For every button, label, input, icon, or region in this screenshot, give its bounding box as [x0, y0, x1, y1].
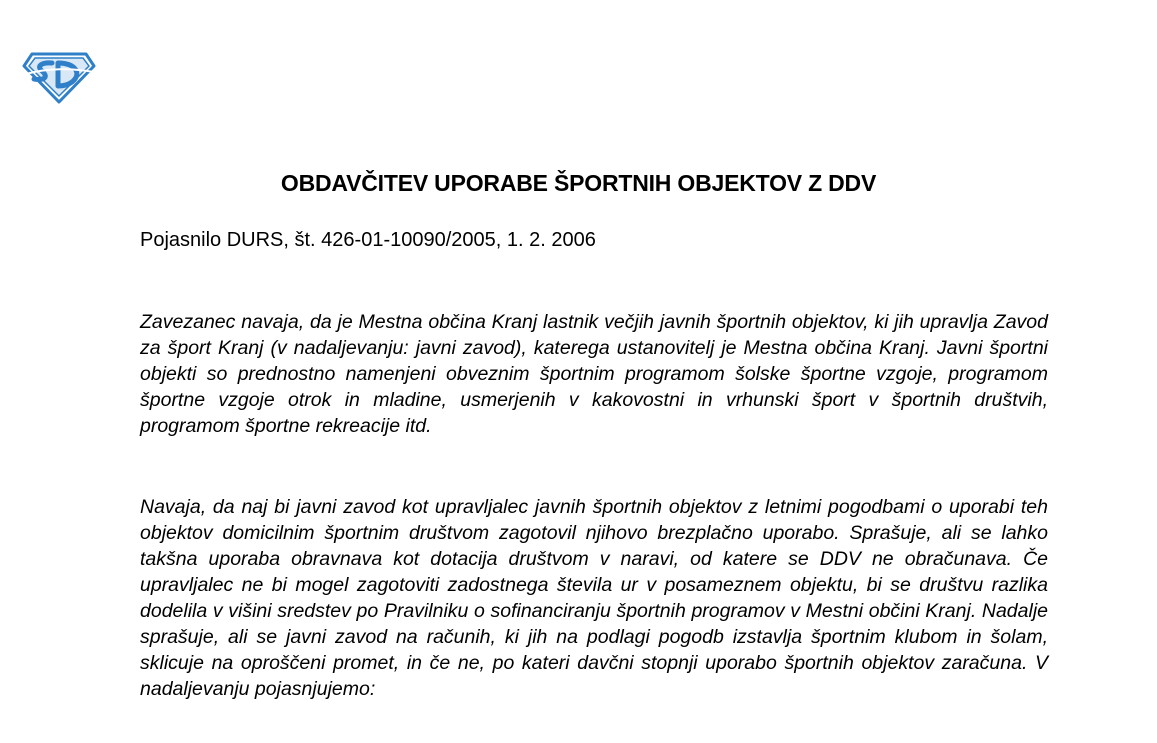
body-paragraph-1: Zavezanec navaja, da je Mestna občina Kranj lastnik večjih javnih športnih objektov, ki jih upravlja Zavod za šport Kranj (v nadaljevanju: javni zavod), katerega ustanovitelj je Mestna občina Kranj. Javni športni objekti so prednostno namenjeni obveznim športnim programom šolske športne vzgoje, programom športne vzgoje otrok in mladine, usmerjenih v kakovostni in vrhunski šport v športnih društvih, programom športne rekreacije itd. [140, 311, 1048, 437]
document-title: OBDAVČITEV UPORABE ŠPORTNIH OBJEKTOV Z DDV [280, 170, 877, 196]
sd-logo [22, 52, 96, 104]
document-subtitle: Pojasnilo DURS, št. 426-01-10090/2005, 1. 2. 2006 [140, 229, 596, 251]
body-paragraph-2: Navaja, da naj bi javni zavod kot upravljalec javnih športnih objektov z letnimi pogodbami o uporabi teh objektov domicilnim športnim društvom zagotovil njihovo brezplačno uporabo. Sprašuje, ali se lahko takšna uporaba obravnava kot dotacija društvom v naravi, od katere se DDV ne obračunava. Če upravljalec ne bi mogel zagotoviti zadostnega števila ur v posameznem objektu, bi se društvu razlika dodelila v višini sredstev po Pravilniku o sofinanciranju športnih programov v Mestni občini Kranj. Nadalje sprašuje, ali se javni zavod na računih, ki jih na podlagi pogodb izstavlja športnim klubom in šolam, sklicuje na oproščeni promet, in če ne, po kateri davčni stopnji uporabo športnih objektov zaračuna. V nadaljevanju pojasnjujemo: [140, 496, 1048, 700]
